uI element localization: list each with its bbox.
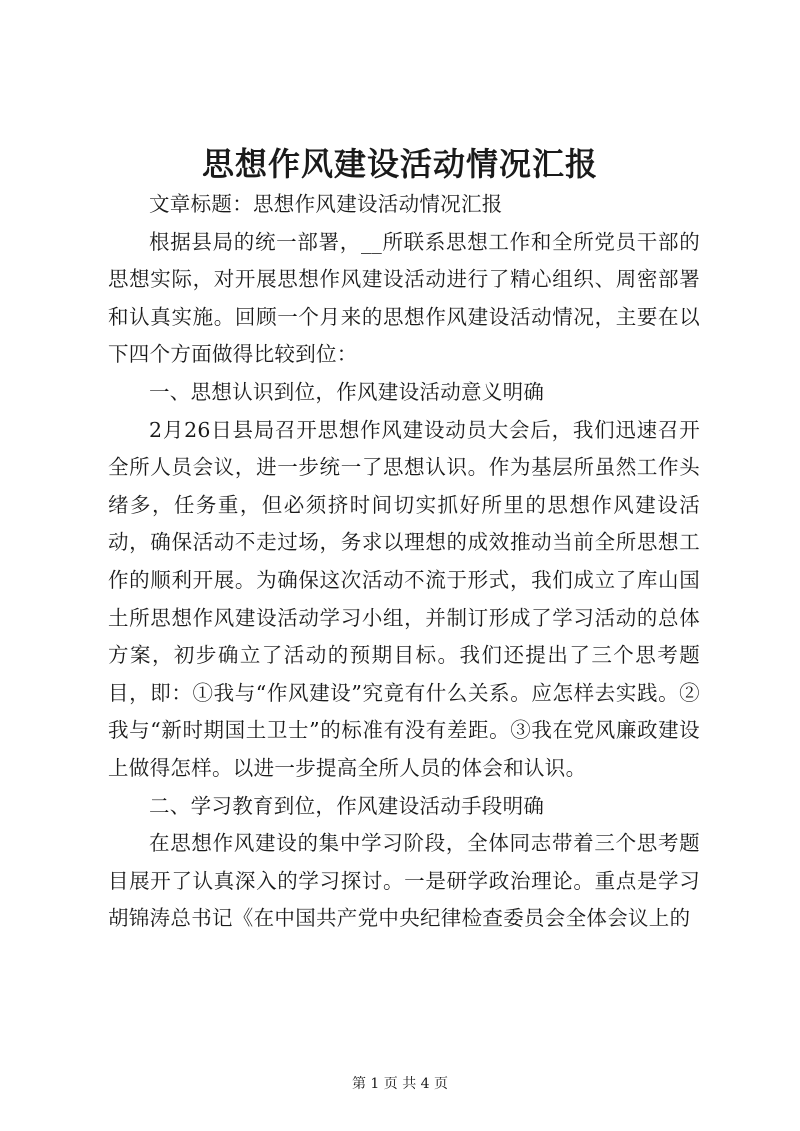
section-2-paragraph: 在思想作风建设的集中学习阶段，全体同志带着三个思考题目展开了认真深入的学习探讨。一是研学政治理论。重点是学习胡锦涛总书记《在中国共产党中央纪律检查委员会全体会议上的 — [108, 831, 700, 931]
intro-paragraph: 根据县局的统一部署，__所联系思想工作和全所党员干部的思想实际，对开展思想作风建设活动进行了精心组织、周密部署和认真实施。回顾一个月来的思想作风建设活动情况，主要在以下四个方面做得比较到位： — [108, 229, 700, 367]
document-body — [108, 186, 700, 938]
section-1-paragraph: 2月26日县局召开思想作风建设动员大会后，我们迅速召开全所人员会议，进一步统一了思想认识。作为基层所虽然工作头绪多，任务重，但必须挤时间切实抓好所里的思想作风建设活动，确保活动不走过场，务求以理想的成效推动当前全所思想工作的顺利开展。为确保这次活动不流于形式，我们成立了库山国土所思想作风建设活动学习小组，并制订形成了学习活动的总体方案，初步确立了活动的预期目标。我们还提出了三个思考题目，即：①我与“作风建设”究竟有什么关系。应怎样去实践。②我与“新时期国土卫士”的标准有没有差距。③我在党风廉政建设上做得怎样。以进一步提高全所人员的体会和认识。 — [108, 417, 700, 780]
section-heading-2: 二、学习教育到位，作风建设活动手段明确 — [149, 793, 545, 818]
article-title-line: 文章标题：思想作风建设活动情况汇报 — [149, 192, 503, 216]
page-title: 思想作风建设活动情况汇报 — [201, 145, 598, 183]
page-footer: 第 1 页 共 4 页 — [351, 1076, 449, 1092]
section-heading-1: 一、思想认识到位，作风建设活动意义明确 — [149, 379, 545, 404]
